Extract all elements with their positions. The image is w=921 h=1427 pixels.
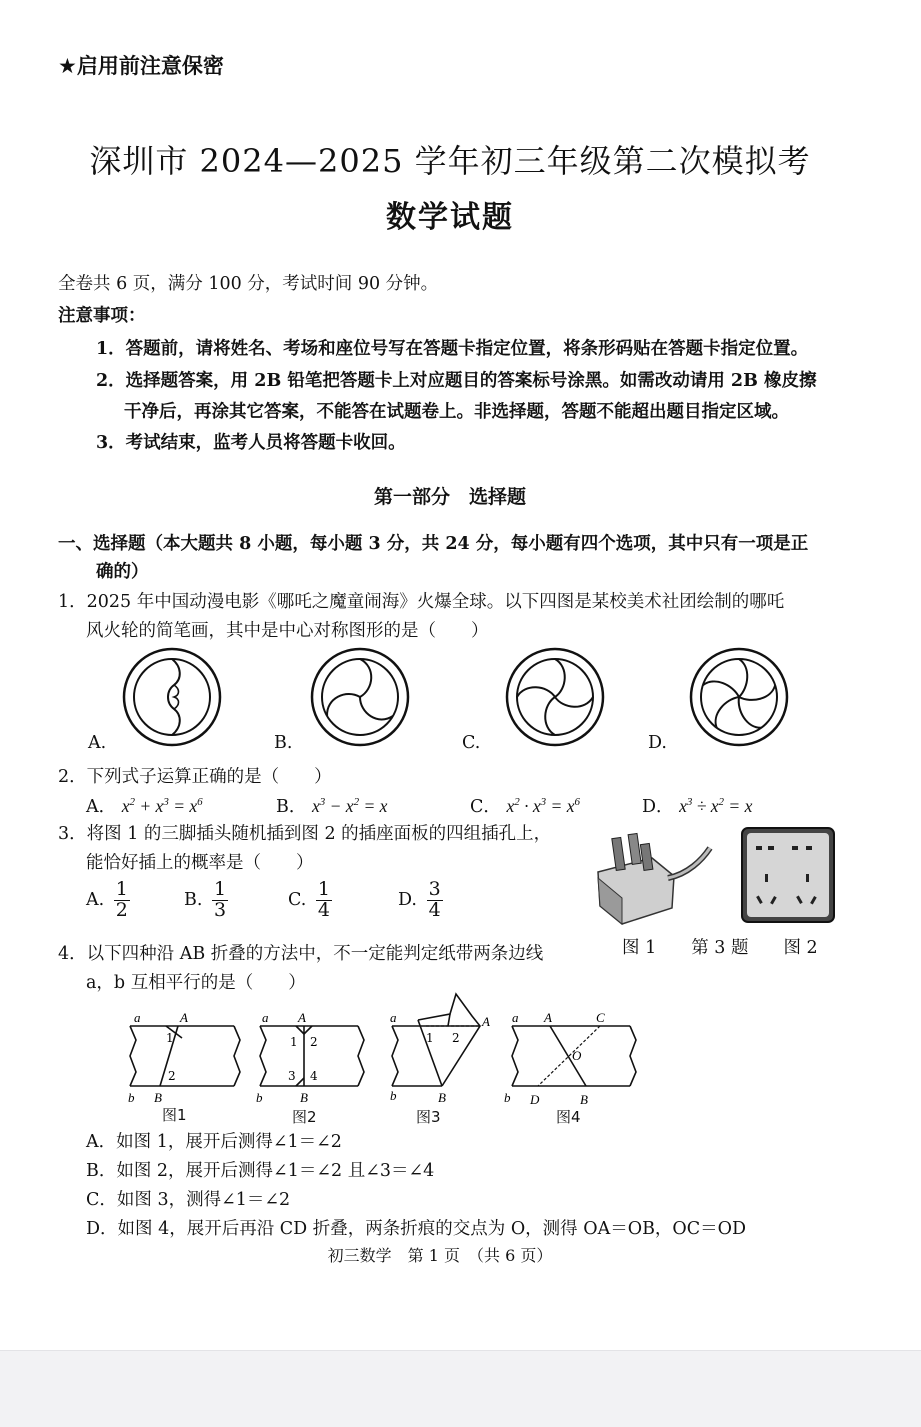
svg-text:B: B: [580, 1092, 588, 1107]
q2-option-b: [276, 793, 387, 818]
q3-stem-line-2: 能恰好插上的概率是（ ）: [86, 853, 314, 873]
note-3: 3．考试结束，监考人员将答题卡收回。: [96, 433, 406, 453]
svg-text:D: D: [530, 1092, 540, 1107]
svg-text:A: A: [544, 1010, 552, 1025]
q3-option-a-fraction: $\frac{1}{2}$: [115, 878, 128, 921]
q4-fig4-label: 图4: [556, 1108, 581, 1126]
section-title: 第一部分 选择题: [373, 486, 526, 508]
q3-socket-figure: [740, 826, 836, 924]
svg-text:b: b: [504, 1090, 511, 1105]
q2-option-d-label: D．: [642, 797, 674, 817]
q2-option-d: [642, 793, 752, 818]
exam-title: 深圳市 2024—2025 学年初三年级第二次模拟考: [89, 142, 811, 180]
confidential-notice: ★启用前注意保密: [58, 54, 224, 78]
q2-option-c-expr: $x^2 \cdot x^3 = x^6$: [506, 796, 580, 816]
svg-text:B: B: [300, 1090, 308, 1105]
q3-option-c-fraction: $\frac{1}{4}$: [317, 878, 331, 921]
q3-option-d-fraction: $\frac{3}{4}$: [428, 878, 441, 921]
q4-option-c: C．如图 3，测得∠1＝∠2: [86, 1190, 291, 1210]
svg-text:1: 1: [426, 1031, 434, 1045]
q2-option-c-label: C．: [470, 797, 501, 817]
q3-option-b-fraction: $\frac{1}{3}$: [214, 878, 227, 921]
q1-option-a: A.: [88, 733, 107, 753]
q4-fig2-label: 图2: [292, 1108, 317, 1126]
svg-text:1: 1: [290, 1035, 298, 1049]
q3-option-a: [86, 880, 130, 921]
svg-text:A: A: [180, 1010, 188, 1025]
section-heading-line-2: 确的）: [96, 562, 149, 582]
svg-text:2: 2: [310, 1035, 318, 1049]
svg-text:b: b: [390, 1088, 397, 1103]
viewer-bottom-bar: [0, 1350, 921, 1427]
q3-option-c-label: C.: [288, 889, 307, 910]
q1-stem-line-1: 1．2025 年中国动漫电影《哪吒之魔童闹海》火爆全球。以下四图是某校美术社团绘制的哪吒: [58, 592, 785, 612]
q1-option-d: D.: [648, 733, 667, 753]
svg-text:A: A: [482, 1014, 490, 1029]
notes-title: 注意事项：: [58, 306, 146, 326]
q4-stem-line-1: 4．以下四种沿 AB 折叠的方法中，不一定能判定纸带两条边线: [58, 944, 544, 964]
q3-option-a-label: A.: [86, 889, 105, 910]
q3-stem-line-1: 3．将图 1 的三脚插头随机插到图 2 的插座面板的四组插孔上，: [58, 824, 552, 844]
q1-wheel-d-figure: [687, 645, 791, 749]
svg-text:b: b: [128, 1090, 135, 1105]
q3-option-d-label: D.: [398, 889, 417, 910]
svg-text:a: a: [134, 1010, 141, 1025]
svg-text:a: a: [512, 1010, 519, 1025]
q4-fold-figure-3: [386, 990, 506, 1126]
q2-option-a-label: A．: [86, 797, 117, 817]
q1-wheel-a-figure: [120, 645, 224, 749]
svg-text:3: 3: [288, 1069, 296, 1083]
q1-stem-line-2: 风火轮的简笔画，其中是中心对称图形的是（ ）: [86, 621, 489, 641]
note-2-line-2: 干净后，再涂其它答案，不能答在试题卷上。非选择题，答题不能超出题目指定区域。: [124, 402, 789, 422]
q1-wheel-b-figure: [308, 645, 412, 749]
svg-text:4: 4: [310, 1069, 318, 1083]
svg-text:O: O: [572, 1048, 582, 1063]
svg-text:B: B: [438, 1090, 446, 1105]
q2-option-a: [86, 793, 203, 818]
section-heading-line-1: 一、选择题（本大题共 8 小题，每小题 3 分，共 24 分，每小题有四个选项，其中只有一项是正: [58, 534, 809, 554]
exam-subtitle: 数学试题: [386, 200, 514, 235]
svg-text:2: 2: [452, 1031, 460, 1045]
page-footer: 初三数学 第 1 页 （共 6 页）: [327, 1246, 553, 1265]
svg-text:C: C: [596, 1010, 605, 1025]
q1-option-b: B.: [274, 733, 293, 753]
q4-option-a: A．如图 1，展开后测得∠1＝∠2: [86, 1132, 342, 1152]
q1-option-c: C.: [462, 733, 481, 753]
q4-stem-line-2: a，b 互相平行的是（ ）: [86, 973, 306, 993]
q3-option-b: [184, 880, 228, 921]
svg-text:b: b: [256, 1090, 263, 1105]
q3-option-c: [288, 880, 332, 921]
q4-fig1-label: 图1: [162, 1106, 187, 1124]
q2-option-d-expr: $x^3 \div x^2 = x$: [679, 796, 753, 816]
note-2-line-1: 2．选择题答案，用 2B 铅笔把答题卡上对应题目的答案标号涂黑。如需改动请用 2B 橡皮擦: [96, 371, 817, 391]
q4-fig3-label: 图3: [416, 1108, 441, 1126]
q2-stem: 2．下列式子运算正确的是（ ）: [58, 767, 332, 787]
q4-option-d: D．如图 4，展开后再沿 CD 折叠，两条折痕的交点为 O，测得 OA＝OB，OC＝OD: [86, 1219, 747, 1239]
svg-text:1: 1: [166, 1031, 174, 1045]
svg-text:2: 2: [168, 1069, 176, 1083]
svg-text:a: a: [262, 1010, 269, 1025]
q3-figure-caption: 图 1 第 3 题 图 2: [622, 938, 818, 958]
q2-option-b-expr: $x^3 - x^2 = x$: [311, 796, 388, 816]
q2-option-b-label: B．: [276, 797, 307, 817]
q2-option-a-expr: $x^2 + x^3 = x^6$: [121, 796, 203, 816]
svg-text:a: a: [390, 1010, 397, 1025]
q2-option-c: [470, 793, 580, 818]
svg-text:B: B: [154, 1090, 162, 1105]
q3-option-d: [398, 880, 443, 921]
q3-option-b-label: B.: [184, 889, 203, 910]
q1-wheel-c-figure: [503, 645, 607, 749]
svg-text:A: A: [298, 1010, 306, 1025]
note-1: 1．答题前，请将姓名、考场和座位号写在答题卡指定位置，将条形码贴在答题卡指定位置。: [96, 339, 809, 359]
exam-summary: 全卷共 6 页，满分 100 分，考试时间 90 分钟。: [58, 274, 439, 294]
q4-option-b: B．如图 2，展开后测得∠1＝∠2 且∠3＝∠4: [86, 1161, 435, 1181]
q3-plug-figure: [592, 828, 722, 928]
